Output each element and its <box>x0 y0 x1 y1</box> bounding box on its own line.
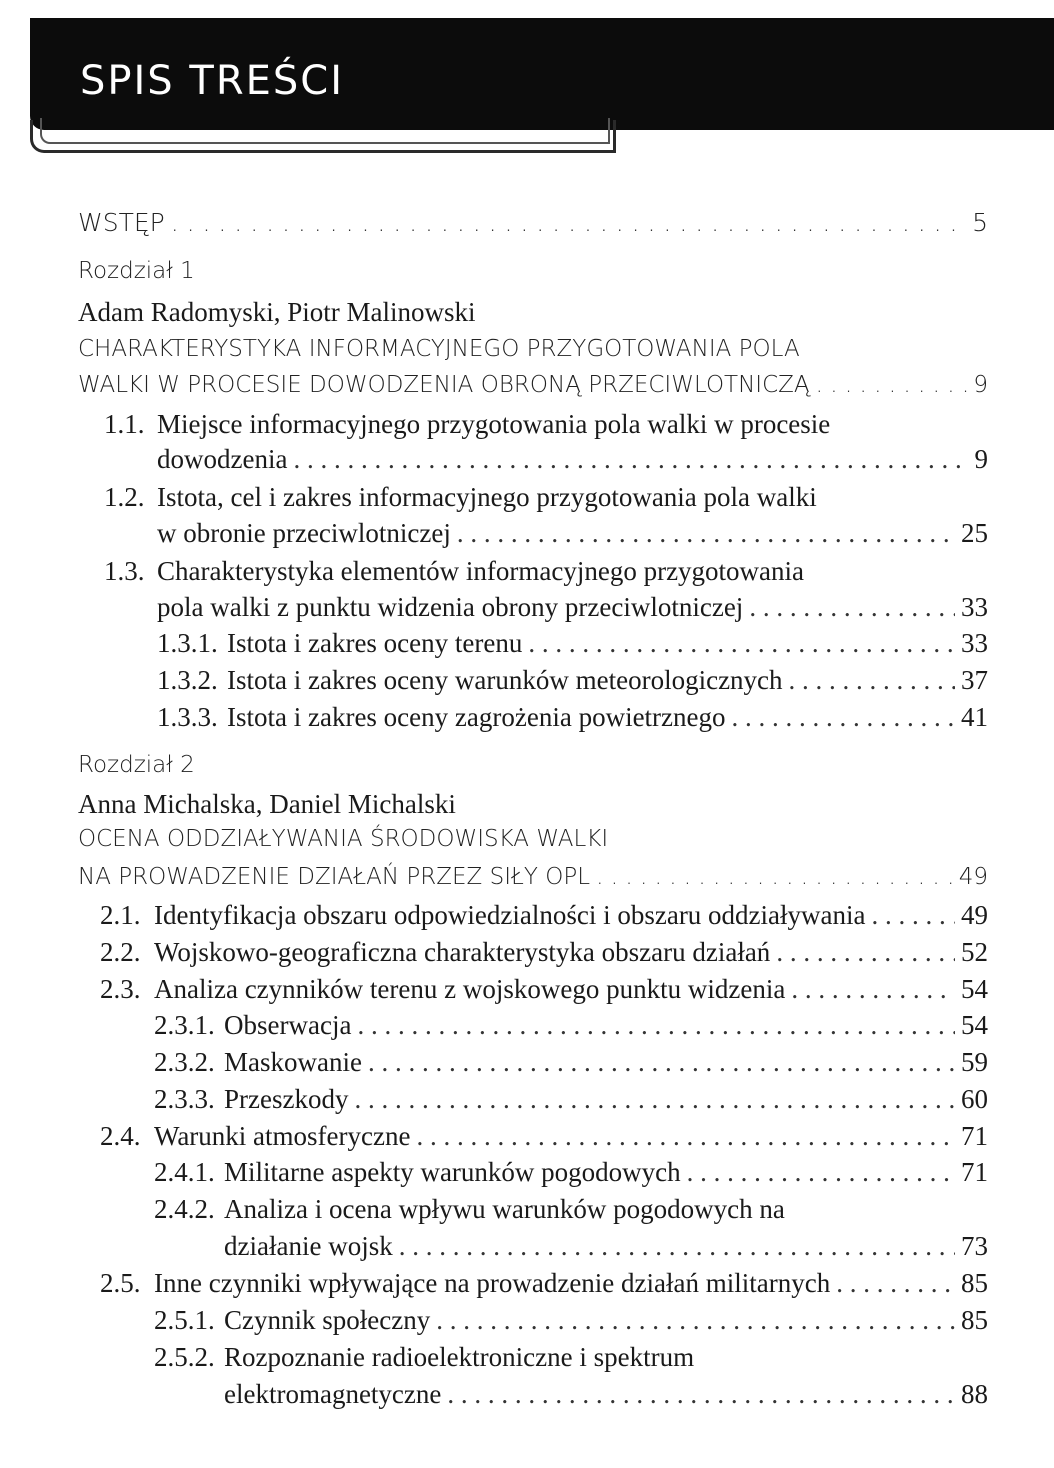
leader-dots <box>732 702 955 733</box>
toc-entry-2-4-2 <box>224 1231 988 1262</box>
toc-entry-page: 85 <box>961 1305 988 1335</box>
chapter-label: Rozdział 1 <box>78 258 195 284</box>
header-banner-frame-inner <box>40 118 610 144</box>
leader-dots <box>436 1305 955 1336</box>
section-title: Militarne aspekty warunków pogodowych <box>224 1157 681 1187</box>
toc-entry-page: 37 <box>961 665 988 695</box>
toc-entry-2-2 <box>100 937 988 968</box>
toc-entry-1-1-line1 <box>104 409 830 440</box>
leader-dots <box>872 900 956 931</box>
toc-entry-page: 54 <box>961 1010 988 1040</box>
leader-dots <box>528 628 955 659</box>
section-number: 2.4.1. <box>154 1157 215 1187</box>
leader-dots <box>816 372 968 398</box>
leader-dots <box>789 665 955 696</box>
toc-entry-2-1 <box>100 900 988 931</box>
toc-entry-page: 9 <box>974 444 988 474</box>
toc-entry-page: 52 <box>961 937 988 967</box>
leader-dots <box>687 1157 955 1188</box>
section-title: Warunki atmosferyczne <box>154 1121 411 1151</box>
toc-entry-1-3-line1 <box>104 556 804 587</box>
toc-entry-1-3-3 <box>157 702 988 733</box>
section-number: 1.3.3. <box>157 702 218 732</box>
section-number: 2.3.1. <box>154 1010 215 1040</box>
section-number: 1.3. <box>104 556 145 586</box>
section-title: Identyfikacja obszaru odpowiedzialności i obszaru oddziaływania <box>154 900 866 930</box>
toc-entry-page: 71 <box>961 1157 988 1187</box>
section-title: Obserwacja <box>224 1010 352 1040</box>
section-number: 1.3.2. <box>157 665 218 695</box>
leader-dots <box>749 592 955 623</box>
section-title: Istota, cel i zakres informacyjnego przygotowania pola walki <box>157 482 817 512</box>
toc-entry-page: 5 <box>972 208 988 237</box>
section-number: 1.2. <box>104 482 145 512</box>
toc-entry-2-4-1 <box>154 1157 988 1188</box>
toc-entry-1-2-line1 <box>104 482 817 513</box>
toc-entry-page: 9 <box>973 372 988 398</box>
section-title: Maskowanie <box>224 1047 362 1077</box>
chapter-title-line: WALKI W PROCESIE DOWODZENIA OBRONĄ PRZECIWLOTNICZĄ <box>78 372 810 398</box>
section-title: Istota i zakres oceny warunków meteorologicznych <box>227 665 783 695</box>
section-title: w obronie przeciwlotniczej <box>157 518 451 548</box>
toc-entry-2-3-1 <box>154 1010 988 1041</box>
toc-entry-2-4 <box>100 1121 988 1152</box>
section-title: Rozpoznanie radioelektroniczne i spektrum <box>224 1342 695 1372</box>
section-title: dowodzenia <box>157 444 288 474</box>
toc-entry-1-2 <box>157 518 988 549</box>
toc-entry-page: 33 <box>961 628 988 658</box>
toc-entry-2-5-2 <box>224 1379 988 1410</box>
section-number: 2.3.2. <box>154 1047 215 1077</box>
section-number: 2.3.3. <box>154 1084 215 1114</box>
leader-dots <box>457 518 955 549</box>
toc-entry-intro <box>78 208 988 237</box>
leader-dots <box>791 974 955 1005</box>
section-title: działanie wojsk <box>224 1231 393 1261</box>
toc-entry-2-4-2-line1 <box>154 1194 785 1225</box>
toc-entry-1-3-1 <box>157 628 988 659</box>
chapter-title-line: CHARAKTERYSTYKA INFORMACYJNEGO PRZYGOTOWANIA POLA <box>78 336 800 362</box>
toc-entry-page: 59 <box>961 1047 988 1077</box>
section-title: Analiza czynników terenu z wojskowego punktu widzenia <box>154 974 786 1004</box>
section-title: Czynnik społeczny <box>224 1305 431 1335</box>
section-title: elektromagnetyczne <box>224 1379 442 1409</box>
section-title: Wojskowo-geograficzna charakterystyka obszaru działań <box>154 937 771 967</box>
chapter-title-line: OCENA ODDZIAŁYWANIA ŚRODOWISKA WALKI <box>78 826 609 852</box>
section-number: 2.4. <box>100 1121 141 1151</box>
toc-entry-page: 41 <box>961 702 988 732</box>
section-number: 1.3.1. <box>157 628 218 658</box>
toc-entry-page: 49 <box>961 900 988 930</box>
leader-dots <box>776 937 955 968</box>
chapter-authors: Adam Radomyski, Piotr Malinowski <box>78 297 476 327</box>
section-title: Charakterystyka elementów informacyjnego przygotowania <box>157 556 805 586</box>
leader-dots <box>399 1231 955 1262</box>
toc-entry-page: 73 <box>961 1231 988 1261</box>
toc-entry-page: 85 <box>961 1268 988 1298</box>
toc-entry-chapter1 <box>78 372 988 398</box>
toc-entry-2-5-1 <box>154 1305 988 1336</box>
toc-entry-2-5-2-line1 <box>154 1342 694 1373</box>
leader-dots <box>171 208 966 237</box>
section-number: 2.2. <box>100 937 141 967</box>
section-title: Istota i zakres oceny terenu <box>227 628 523 658</box>
toc-entry-page: 25 <box>961 518 988 548</box>
toc-entry-chapter2 <box>78 864 988 890</box>
toc-entry-title: WSTĘP <box>78 208 165 237</box>
toc-entry-page: 49 <box>958 864 988 890</box>
toc-entry-page: 71 <box>961 1121 988 1151</box>
leader-dots <box>357 1010 955 1041</box>
section-number: 2.4.2. <box>154 1194 215 1224</box>
page-title: SPIS TREŚCI <box>80 58 345 104</box>
toc-entry-2-3-2 <box>154 1047 988 1078</box>
section-title: Istota i zakres oceny zagrożenia powietrznego <box>227 702 726 732</box>
leader-dots <box>416 1121 955 1152</box>
section-number: 1.1. <box>104 409 145 439</box>
toc-entry-2-3-3 <box>154 1084 988 1115</box>
section-title: Miejsce informacyjnego przygotowania pola walki w procesie <box>157 409 831 439</box>
chapter-label: Rozdział 2 <box>78 752 195 778</box>
leader-dots <box>354 1084 955 1115</box>
toc-entry-1-3-2 <box>157 665 988 696</box>
section-title: pola walki z punktu widzenia obrony przeciwlotniczej <box>157 592 744 622</box>
section-number: 2.3. <box>100 974 141 1004</box>
leader-dots <box>836 1268 955 1299</box>
toc-entry-2-3 <box>100 974 988 1005</box>
toc-entry-page: 33 <box>961 592 988 622</box>
toc-entry-2-5 <box>100 1268 988 1299</box>
section-number: 2.1. <box>100 900 141 930</box>
chapter-authors: Anna Michalska, Daniel Michalski <box>78 789 456 819</box>
section-number: 2.5. <box>100 1268 141 1298</box>
leader-dots <box>596 864 953 890</box>
toc-entry-page: 60 <box>961 1084 988 1114</box>
section-title: Analiza i ocena wpływu warunków pogodowych na <box>224 1194 785 1224</box>
leader-dots <box>293 444 968 475</box>
toc-entry-page: 54 <box>961 974 988 1004</box>
section-title: Przeszkody <box>224 1084 349 1114</box>
chapter-title-line: NA PROWADZENIE DZIAŁAŃ PRZEZ SIŁY OPL <box>78 864 591 890</box>
leader-dots <box>368 1047 955 1078</box>
toc-entry-1-1 <box>157 444 988 475</box>
leader-dots <box>447 1379 955 1410</box>
section-title: Inne czynniki wpływające na prowadzenie działań militarnych <box>154 1268 831 1298</box>
section-number: 2.5.2. <box>154 1342 215 1372</box>
toc-entry-1-3 <box>157 592 988 623</box>
section-number: 2.5.1. <box>154 1305 215 1335</box>
toc-entry-page: 88 <box>961 1379 988 1409</box>
